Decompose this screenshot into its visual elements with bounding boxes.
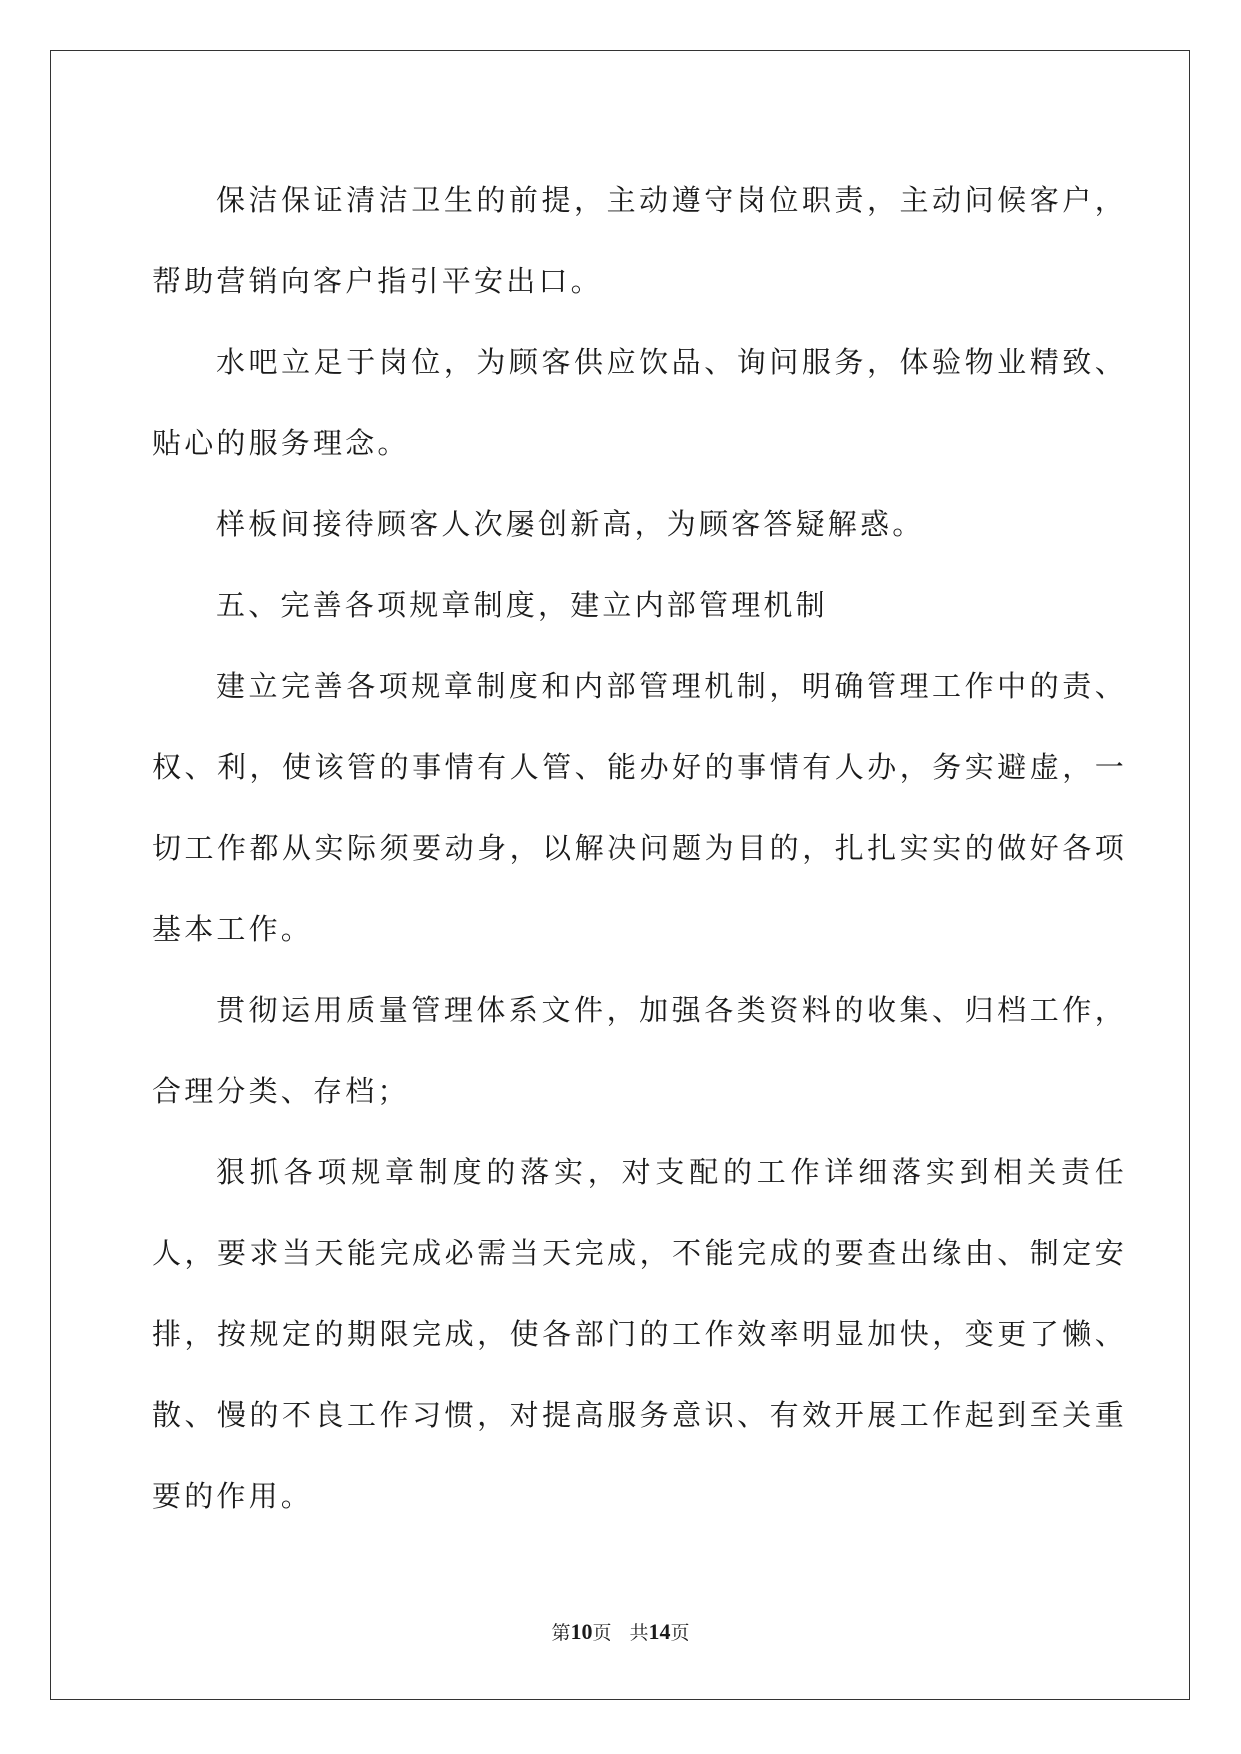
paragraph-rules-mechanism: 建立完善各项规章制度和内部管理机制，明确管理工作中的责、权、利，使该管的事情有人管、能办好的事情有人办，务实避虚，一切工作都从实际须要动身，以解决问题为目的，扎扎实实的做好各项基本工作。 xyxy=(152,669,1127,946)
page-prefix: 第 xyxy=(551,1622,571,1644)
paragraph-showroom: 样板间接待顾客人次屡创新高，为顾客答疑解惑。 xyxy=(216,507,925,541)
page-current-number: 10 xyxy=(570,1619,593,1644)
total-prefix: 共 xyxy=(629,1622,649,1644)
paragraph-cleaning: 保洁保证清洁卫生的前提，主动遵守岗位职责，主动问候客户，帮助营销向客户指引平安出口。 xyxy=(152,183,1127,298)
paragraph-quality-system: 贯彻运用质量管理体系文件，加强各类资料的收集、归档工作，合理分类、存档； xyxy=(152,993,1127,1108)
total-suffix: 页 xyxy=(670,1622,690,1644)
page-footer xyxy=(0,1618,1241,1645)
section-heading-five: 五、完善各项规章制度，建立内部管理机制 xyxy=(216,588,828,622)
paragraph-implementation: 狠抓各项规章制度的落实，对支配的工作详细落实到相关责任人，要求当天能完成必需当天完成，不能完成的要查出缘由、制定安排，按规定的期限完成，使各部门的工作效率明显加快，变更了懒、散、慢的不良工作习惯，对提高服务意识、有效开展工作起到至关重要的作用。 xyxy=(152,1155,1127,1513)
page-suffix: 页 xyxy=(592,1622,612,1644)
page-total-number: 14 xyxy=(648,1619,671,1644)
document-body xyxy=(152,160,1127,1537)
paragraph-water-bar: 水吧立足于岗位，为顾客供应饮品、询问服务，体验物业精致、贴心的服务理念。 xyxy=(152,345,1127,460)
